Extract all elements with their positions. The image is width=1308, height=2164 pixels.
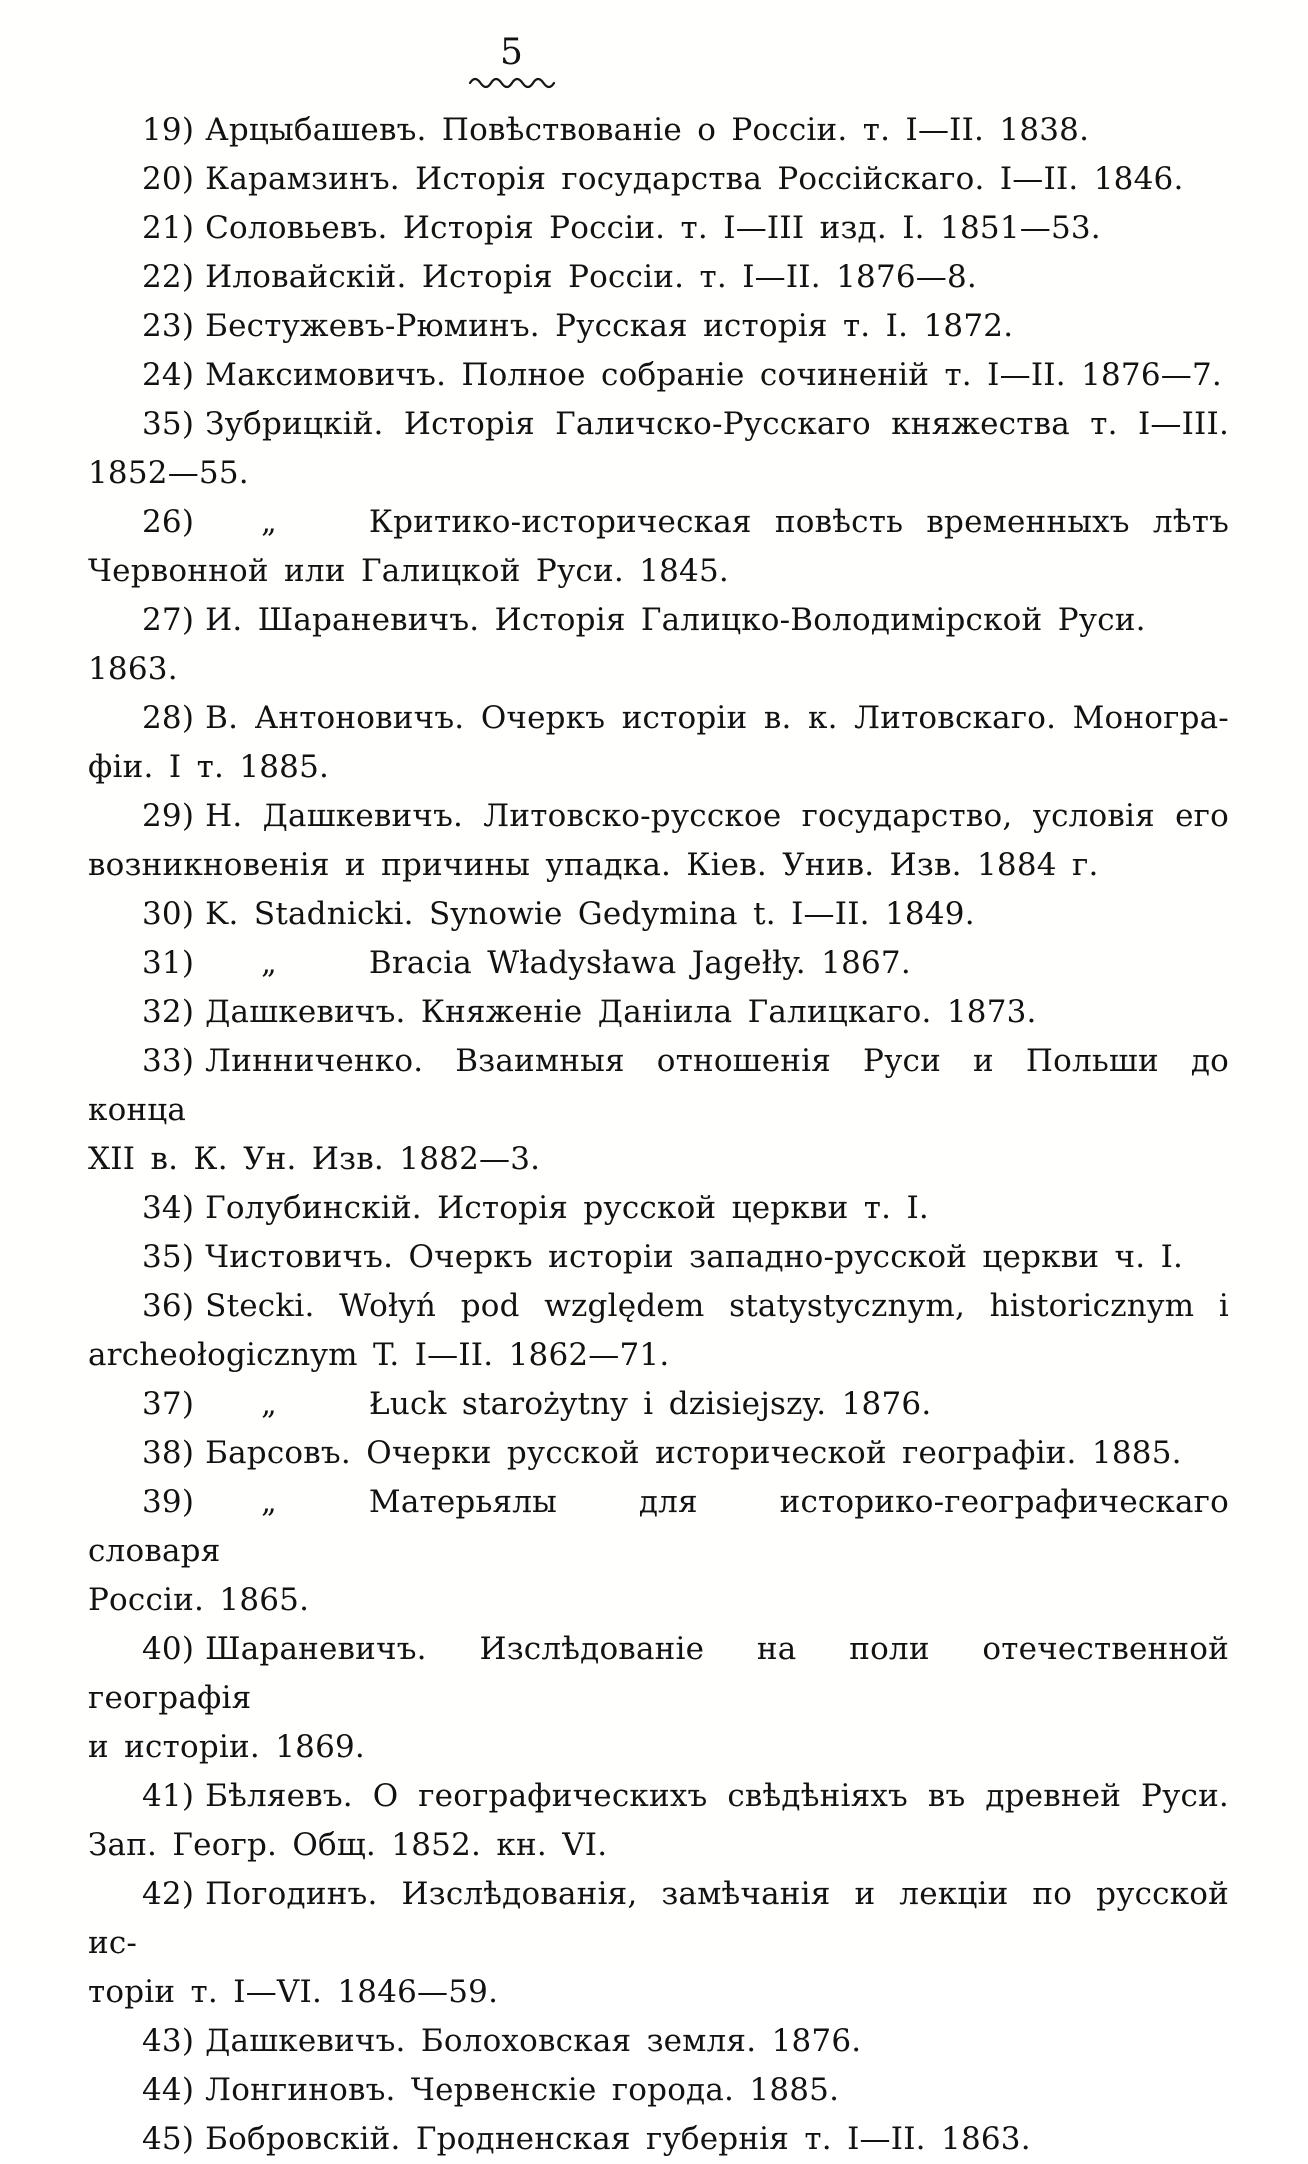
page-number: 5 bbox=[500, 32, 524, 73]
bibliography-entry-line bbox=[88, 106, 1229, 155]
entry-text: Голубинскій. Исторія русской церкви т. I. bbox=[205, 1190, 929, 1226]
entry-number: 42) bbox=[142, 1876, 195, 1912]
entry-number: 39) bbox=[142, 1484, 195, 1520]
bibliography-entry-line bbox=[88, 1037, 1229, 1135]
entry-text: Иловайскій. Исторія Россіи. т. I—II. 1876—8. bbox=[205, 259, 977, 295]
entry-text: archeołogicznym T. I—II. 1862—71. bbox=[88, 1337, 670, 1373]
bibliography-entry-line bbox=[88, 1184, 1229, 1233]
entry-text: Червонной или Галицкой Руси. 1845. bbox=[88, 553, 729, 589]
ditto-mark: „ bbox=[261, 1485, 277, 1520]
bibliography-entry-line bbox=[88, 988, 1229, 1037]
entry-number: 23) bbox=[142, 308, 195, 344]
bibliography-entry-continuation-line bbox=[88, 1576, 1229, 1625]
entry-text: Барсовъ. Очерки русской исторической географіи. 1885. bbox=[205, 1435, 1182, 1471]
bibliography-entry-line bbox=[88, 694, 1229, 743]
bibliography-entry-continuation-line bbox=[88, 1135, 1229, 1184]
bibliography-entry-continuation-line bbox=[88, 547, 1229, 596]
entry-text: XII в. К. Ун. Изв. 1882—3. bbox=[88, 1141, 541, 1177]
entry-text: Бестужевъ-Рюминъ. Русская исторія т. I. 1872. bbox=[205, 308, 1014, 344]
entry-text: возникновенія и причины упадка. Кіев. Унив. Изв. 1884 г. bbox=[88, 847, 1099, 883]
bibliography-entry-line bbox=[88, 1478, 1229, 1576]
entry-number: 41) bbox=[142, 1778, 195, 1814]
entry-text: Арцыбашевъ. Повѣствованіе о Россіи. т. I—II. 1838. bbox=[205, 112, 1090, 148]
bibliography-entry-line bbox=[88, 939, 1229, 988]
entry-number: 30) bbox=[142, 896, 195, 932]
entry-text: Лонгиновъ. Червенскіе города. 1885. bbox=[205, 2072, 840, 2108]
entry-text: В. Антоновичъ. Очеркъ исторіи в. к. Литовскаго. Моногра- bbox=[205, 700, 1229, 736]
entry-number: 24) bbox=[142, 357, 195, 393]
bibliography-entry-line bbox=[88, 1380, 1229, 1429]
page-header bbox=[462, 34, 562, 88]
bibliography-entry-line bbox=[88, 2017, 1229, 2066]
entry-text: Дашкевичъ. Княженіе Даніила Галицкаго. 1873. bbox=[205, 994, 1037, 1030]
entry-text: Чистовичъ. Очеркъ исторіи западно-русской церкви ч. I. bbox=[205, 1239, 1184, 1275]
bibliography-list bbox=[88, 106, 1229, 2164]
bibliography-entry-line bbox=[88, 1429, 1229, 1478]
bibliography-entry-line bbox=[88, 400, 1229, 449]
entry-text: Погодинъ. Изслѣдованія, замѣчанія и лекціи по русской ис- bbox=[88, 1876, 1229, 1961]
bibliography-entry-continuation-line bbox=[88, 743, 1229, 792]
entry-text: Бѣляевъ. О географическихъ свѣдѣніяхъ въ древней Руси. bbox=[205, 1778, 1229, 1814]
entry-text: Матерьялы для историко-географическаго словаря bbox=[88, 1484, 1229, 1569]
bibliography-entry-line bbox=[88, 351, 1229, 400]
bibliography-entry-line bbox=[88, 890, 1229, 939]
bibliography-entry-continuation-line bbox=[88, 1821, 1229, 1870]
bibliography-entry-continuation-line bbox=[88, 841, 1229, 890]
entry-text: Зубрицкій. Исторія Галичско-Русскаго княжества т. I—III. bbox=[205, 406, 1229, 442]
bibliography-entry-continuation-line bbox=[88, 449, 1229, 498]
entry-text: И. Шараневичъ. Исторія Галицко-Володимірской Руси. 1863. bbox=[88, 602, 1146, 687]
entry-number: 21) bbox=[142, 210, 195, 246]
entry-number: 22) bbox=[142, 259, 195, 295]
bibliography-entry-line bbox=[88, 1772, 1229, 1821]
bibliography-entry-line bbox=[88, 792, 1229, 841]
entry-text: Шараневичъ. Изслѣдованіе на поли отечественной географія bbox=[88, 1631, 1229, 1716]
entry-number: 32) bbox=[142, 994, 195, 1030]
entry-text: и исторіи. 1869. bbox=[88, 1729, 365, 1765]
bibliography-entry-line bbox=[88, 1870, 1229, 1968]
bibliography-entry-line bbox=[88, 302, 1229, 351]
entry-number: 19) bbox=[142, 112, 195, 148]
entry-number: 33) bbox=[142, 1043, 195, 1079]
entry-text: Бобровскій. Гродненская губернія т. I—II. 1863. bbox=[205, 2121, 1031, 2157]
bibliography-entry-line bbox=[88, 1282, 1229, 1331]
entry-number: 34) bbox=[142, 1190, 195, 1226]
entry-text: Максимовичъ. Полное собраніе сочиненій т. I—II. 1876—7. bbox=[205, 357, 1222, 393]
entry-number: 27) bbox=[142, 602, 195, 638]
entry-text: Карамзинъ. Исторія государства Россійскаго. I—II. 1846. bbox=[205, 161, 1184, 197]
bibliography-entry-line bbox=[88, 204, 1229, 253]
entry-text: торіи т. I—VI. 1846—59. bbox=[88, 1974, 499, 2010]
entry-text: Россіи. 1865. bbox=[88, 1582, 310, 1618]
entry-number: 29) bbox=[142, 798, 195, 834]
entry-text: фіи. I т. 1885. bbox=[88, 749, 330, 785]
entry-text: 1852—55. bbox=[88, 455, 249, 491]
entry-text: Дашкевичъ. Болоховская земля. 1876. bbox=[205, 2023, 862, 2059]
bibliography-entry-line bbox=[88, 596, 1229, 694]
entry-text: Bracia Władysława Jagełły. 1867. bbox=[368, 945, 911, 981]
entry-text: K. Stadnicki. Synowie Gedymina t. I—II. 1849. bbox=[205, 896, 975, 932]
entry-number: 37) bbox=[142, 1386, 195, 1422]
bibliography-entry-line bbox=[88, 2115, 1229, 2164]
bibliography-entry-line bbox=[88, 2066, 1229, 2115]
bibliography-entry-line bbox=[88, 1233, 1229, 1282]
entry-text: Критико-историческая повѣсть временныхъ лѣтъ bbox=[368, 504, 1229, 540]
bibliography-entry-line bbox=[88, 155, 1229, 204]
entry-number: 35) bbox=[142, 406, 195, 442]
entry-number: 43) bbox=[142, 2023, 195, 2059]
entry-number: 26) bbox=[142, 504, 195, 540]
entry-text: Зап. Геогр. Общ. 1852. кн. VI. bbox=[88, 1827, 608, 1863]
entry-number: 28) bbox=[142, 700, 195, 736]
bibliography-entry-continuation-line bbox=[88, 1723, 1229, 1772]
entry-number: 40) bbox=[142, 1631, 195, 1667]
ditto-mark: „ bbox=[261, 505, 277, 540]
bibliography-entry-line bbox=[88, 498, 1229, 547]
entry-text: Łuck starożytny i dzisiejszy. 1876. bbox=[368, 1386, 932, 1422]
ditto-mark: „ bbox=[261, 946, 277, 981]
entry-text: Н. Дашкевичъ. Литовско-русское государство, условія его bbox=[205, 798, 1229, 834]
entry-number: 45) bbox=[142, 2121, 195, 2157]
entry-text: Линниченко. Взаимныя отношенія Руси и Польши до конца bbox=[88, 1043, 1229, 1128]
entry-text: Соловьевъ. Исторія Россіи. т. I—III изд. I. 1851—53. bbox=[205, 210, 1101, 246]
entry-number: 35) bbox=[142, 1239, 195, 1275]
bibliography-entry-continuation-line bbox=[88, 1331, 1229, 1380]
entry-number: 20) bbox=[142, 161, 195, 197]
bibliography-entry-line bbox=[88, 1625, 1229, 1723]
entry-number: 44) bbox=[142, 2072, 195, 2108]
entry-number: 31) bbox=[142, 945, 195, 981]
ditto-mark: „ bbox=[261, 1387, 277, 1422]
entry-text: Stecki. Wołyń pod względem statystycznym, historicznym i bbox=[205, 1288, 1229, 1324]
entry-number: 36) bbox=[142, 1288, 195, 1324]
entry-number: 38) bbox=[142, 1435, 195, 1471]
squiggle-underline-ornament bbox=[468, 75, 556, 88]
bibliography-entry-line bbox=[88, 253, 1229, 302]
bibliography-entry-continuation-line bbox=[88, 1968, 1229, 2017]
